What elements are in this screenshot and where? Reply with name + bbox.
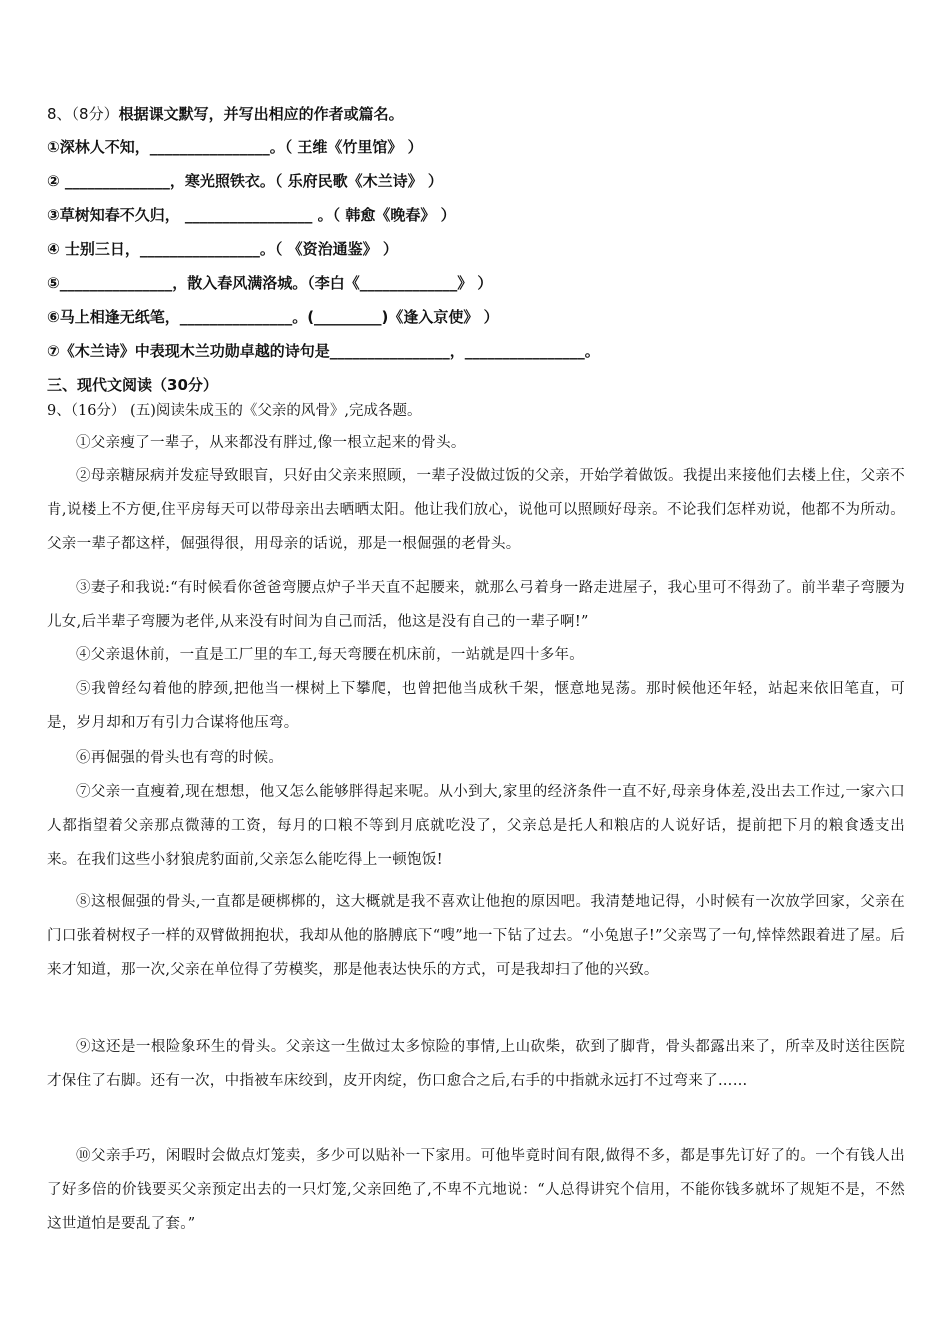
passage-paragraph-3: ③妻子和我说:“有时候看你爸爸弯腰点炉子半天直不起腰来，就那么弓着身一路走进屋子，我心里可不得劲了。前半辈子弯腰为儿女,后半辈子弯腰为老伴,从来没有时间为自己而活，他这是没有自己的一辈子啊!” [47, 580, 905, 630]
passage-paragraph-9: ⑨这还是一根险象环生的骨头。父亲这一生做过太多惊险的事情,上山砍柴，砍到了脚背，骨头都露出来了，所幸及时送往医院才保住了右脚。还有一次，中指被车床绞到，皮开肉绽，伤口愈合之后,右手的中指就永远打不过弯来了…… [47, 1039, 905, 1089]
passage-paragraph-5: ⑤我曾经勾着他的脖颈,把他当一棵树上下攀爬，也曾把他当成秋千架，惬意地晃荡。那时候他还年轻，站起来依旧笔直，可是，岁月却和万有引力合谋将他压弯。 [47, 681, 905, 731]
recitation-line-4: ④ 士别三日，________________。（ 《资治通鉴》 ） [47, 240, 398, 258]
recitation-line-7: ⑦《木兰诗》中表现木兰功勋卓越的诗句是________________，________________。 [47, 342, 600, 360]
recitation-line-5: ⑤_______________，散入春风满洛城。（李白《_____________》 ） [47, 274, 493, 292]
passage-paragraph-4: ④父亲退休前，一直是工厂里的车工,每天弯腰在机床前，一站就是四十多年。 [76, 647, 585, 663]
passage-paragraph-2: ②母亲糖尿病并发症导致眼盲，只好由父亲来照顾，一辈子没做过饭的父亲，开始学着做饭。我提出来接他们去楼上住，父亲不肯,说楼上不方便,住平房每天可以带母亲出去晒晒太阳。他让我们放心，说他可以照顾好母亲。不论我们怎样劝说，他都不为所动。父亲一辈子都这样，倔强得很，用母亲的话说，那是一根倔强的老骨头。 [47, 468, 905, 552]
question-8-instruction: 根据课文默写，并写出相应的作者或篇名。 [118, 105, 404, 123]
recitation-line-2: ② ______________，寒光照铁衣。（ 乐府民歌《木兰诗》 ） [47, 172, 443, 190]
passage-paragraph-8: ⑧这根倔强的骨头,一直都是硬梆梆的，这大概就是我不喜欢让他抱的原因吧。我清楚地记得，小时候有一次放学回家，父亲在门口张着树杈子一样的双臂做拥抱状，我却从他的胳膊底下“嗖”地一下钻了过去。“小兔崽子!”父亲骂了一句,悻悻然跟着进了屋。后来才知道，那一次,父亲在单位得了劳模奖，那是他表达快乐的方式，可是我却扫了他的兴致。 [47, 894, 905, 978]
question-8-number: 8、 [47, 105, 72, 123]
question-9-heading: 9、（16分） (五)阅读朱成玉的《父亲的风骨》,完成各题。 [47, 403, 422, 419]
passage-paragraph-1: ①父亲瘦了一辈子，从来都没有胖过,像一根立起来的骨头。 [76, 435, 466, 451]
recitation-line-6: ⑥马上相逢无纸笔，_______________。(_________)《逢入京使》 ） [47, 308, 499, 326]
recitation-line-3: ③草树知春不久归， _________________ 。（ 韩愈《晚春》 ） [47, 206, 456, 224]
question-8-score: （8分） [71, 105, 119, 123]
question-8-heading [47, 104, 404, 124]
recitation-line-1: ①深林人不知，________________。（ 王维《竹里馆》 ） [47, 138, 423, 156]
passage-paragraph-6: ⑥再倔强的骨头也有弯的时候。 [76, 750, 284, 766]
section-3-title: 三、现代文阅读（30分） [47, 376, 218, 394]
passage-paragraph-10: ⑩父亲手巧，闲暇时会做点灯笼卖，多少可以贴补一下家用。可他毕竟时间有限,做得不多，都是事先订好了的。一个有钱人出了好多倍的价钱要买父亲预定出去的一只灯笼,父亲回绝了,不卑不亢地说：“人总得讲究个信用，不能你钱多就坏了规矩不是，不然这世道怕是要乱了套。” [47, 1148, 905, 1232]
passage-paragraph-7: ⑦父亲一直瘦着,现在想想，他又怎么能够胖得起来呢。从小到大,家里的经济条件一直不好,母亲身体差,没出去工作过,一家六口人都指望着父亲那点微薄的工资，每月的口粮不等到月底就吃没了，父亲总是托人和粮店的人说好话，提前把下月的粮食透支出来。在我们这些小豺狼虎豹面前,父亲怎么能吃得上一顿饱饭! [47, 784, 905, 868]
